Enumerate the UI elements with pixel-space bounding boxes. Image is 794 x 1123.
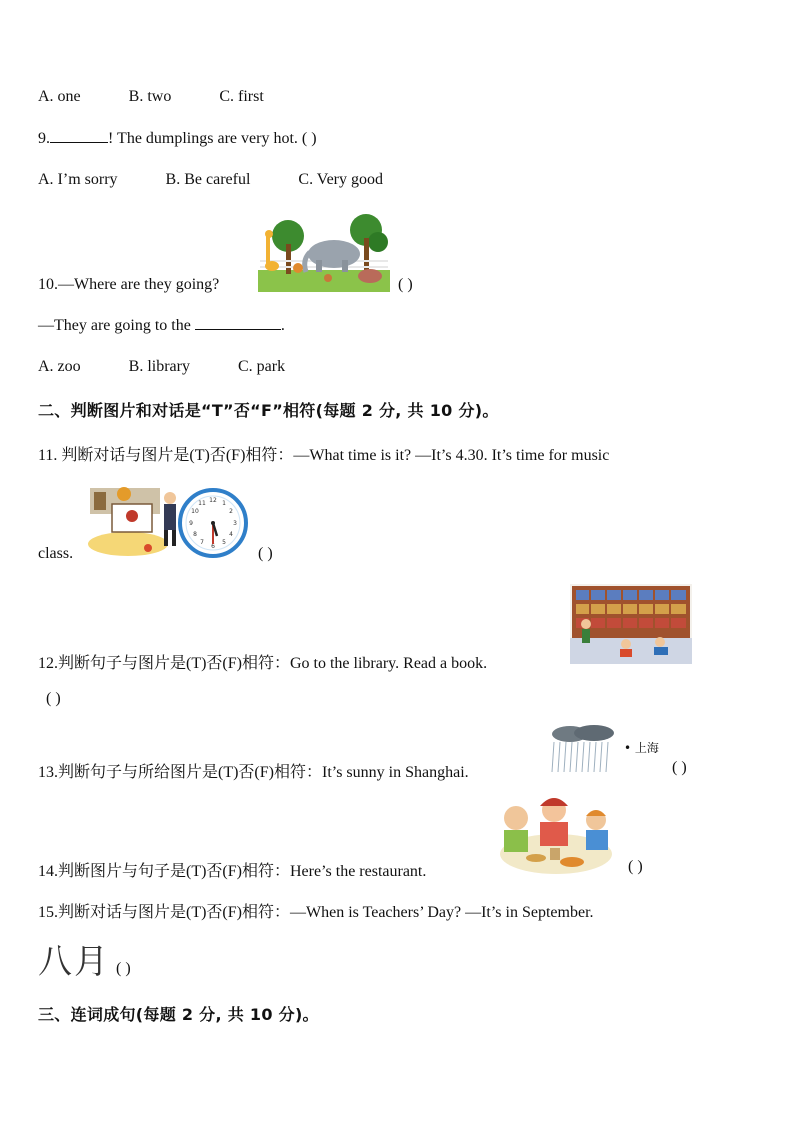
svg-text:11: 11 [198,500,206,507]
q11-text-cont: class. [38,545,74,562]
q9-text: ! The dumplings are very hot. ( ) [108,130,317,147]
q10-option-c[interactable]: C. park [237,358,286,375]
music-class-picture [84,482,180,558]
august-picture-text: 八月 [38,942,110,982]
q8-option-a[interactable]: A. one [38,88,81,105]
q10-option-b[interactable]: B. library [128,358,190,375]
q13-picture-label: • 上海 [624,741,659,755]
q11-answer-paren[interactable]: ( ) [258,545,273,562]
q10-answer [38,317,285,335]
svg-text:1: 1 [222,500,226,507]
svg-text:9: 9 [189,520,193,527]
svg-text:7: 7 [200,539,204,546]
q9-blank[interactable] [50,142,108,143]
q13-answer-paren[interactable]: ( ) [672,759,687,776]
svg-text:2: 2 [229,508,233,515]
svg-text:10: 10 [191,508,199,515]
svg-text:12: 12 [209,497,217,504]
svg-text:8: 8 [193,531,197,538]
q10-answer-text: —They are going to the [38,317,191,334]
q10-option-a[interactable]: A. zoo [38,358,81,375]
q8-option-c[interactable]: C. first [219,88,264,105]
q10-question: 10.—Where are they going? [38,276,220,293]
clock-picture [178,488,248,558]
zoo-picture [258,214,390,292]
q10-paren[interactable]: ( ) [398,276,413,293]
q9-option-b[interactable]: B. Be careful [165,171,251,188]
q12-answer-paren[interactable]: ( ) [46,690,61,707]
q9-option-c[interactable]: C. Very good [298,171,383,188]
svg-text:6: 6 [211,543,215,550]
q9-number: 9. [38,130,50,147]
q9-option-a[interactable]: A. I’m sorry [38,171,118,188]
svg-text:4: 4 [229,531,233,538]
restaurant-picture [496,792,618,876]
q9-question [38,130,317,148]
q8-option-b[interactable]: B. two [128,88,172,105]
library-picture [570,584,692,664]
q14-text: 14.判断图片与句子是(T)否(F)相符：Here’s the restaurant. [38,863,427,880]
q15-answer-paren[interactable]: ( ) [116,960,131,977]
q9-options [38,171,383,189]
svg-text:5: 5 [222,539,226,546]
q14-answer-paren[interactable]: ( ) [628,858,643,875]
q10-options [38,358,285,376]
rain-cloud-picture [548,724,620,776]
q8-options [38,88,264,106]
section-3-title: 三、连词成句(每题 2 分, 共 10 分)。 [38,1005,319,1024]
q10-blank[interactable] [195,329,281,330]
q11-text: 11. 判断对话与图片是(T)否(F)相符：—What time is it? —It’s 4.30. It’s time for music [38,447,610,464]
svg-text:3: 3 [233,520,237,527]
section-2-title: 二、判断图片和对话是“T”否“F”相符(每题 2 分, 共 10 分)。 [38,401,499,420]
q10-period: . [280,317,285,334]
q15-text: 15.判断对话与图片是(T)否(F)相符：—When is Teachers’ Day? —It’s in September. [38,904,594,921]
q13-text: 13.判断句子与所给图片是(T)否(F)相符：It’s sunny in Shanghai. [38,764,469,781]
q12-text: 12.判断句子与图片是(T)否(F)相符：Go to the library. Read a book. [38,655,488,672]
